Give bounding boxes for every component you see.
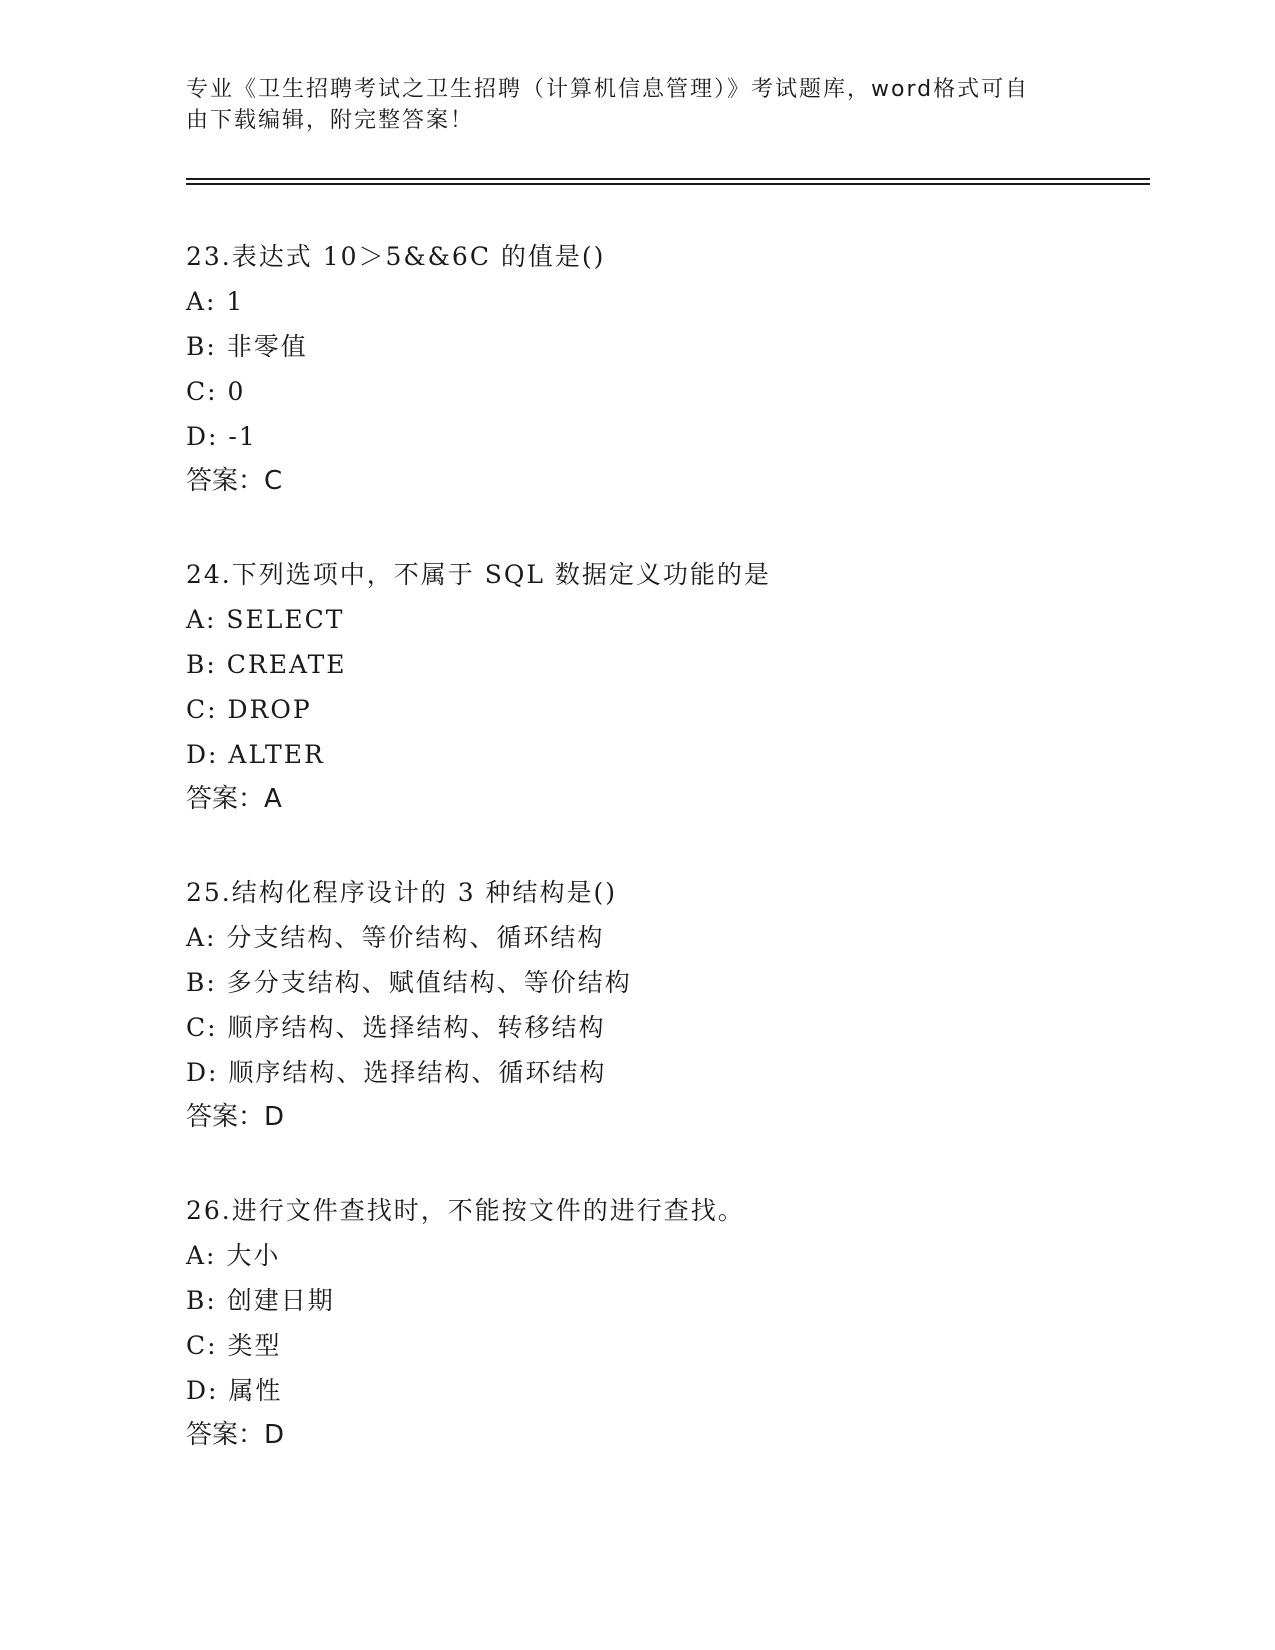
option-c: C: DROP (186, 695, 312, 724)
answer-line: 答案：C (186, 466, 283, 496)
option-d: D: 属性 (186, 1376, 283, 1405)
header-divider-bottom (186, 183, 1150, 185)
question-title: 26.进行文件查找时，不能按文件的进行查找。 (186, 1196, 745, 1225)
option-c: C: 顺序结构、选择结构、转移结构 (186, 1013, 606, 1042)
document-header (186, 74, 1066, 136)
question-26 (186, 1188, 1086, 1458)
question-24 (186, 552, 1086, 822)
option-d: D: 顺序结构、选择结构、循环结构 (186, 1058, 607, 1087)
option-b: B: CREATE (186, 650, 347, 679)
question-title: 24.下列选项中，不属于 SQL 数据定义功能的是 (186, 560, 771, 589)
option-c: C: 0 (186, 377, 246, 406)
option-b: B: 多分支结构、赋值结构、等价结构 (186, 968, 632, 997)
option-a: A: 1 (186, 287, 245, 316)
option-a: A: 分支结构、等价结构、循环结构 (186, 923, 605, 952)
header-line-1: 专业《卫生招聘考试之卫生招聘（计算机信息管理）》考试题库，word格式可自 (186, 77, 1030, 102)
answer-line: 答案：A (186, 784, 282, 814)
question-23 (186, 234, 1086, 504)
option-d: D: ALTER (186, 740, 325, 769)
option-b: B: 非零值 (186, 332, 308, 361)
answer-line: 答案：D (186, 1420, 285, 1450)
question-title: 23.表达式 10＞5&&6C 的值是() (186, 242, 606, 271)
answer-line: 答案：D (186, 1102, 285, 1132)
option-b: B: 创建日期 (186, 1286, 335, 1315)
question-25 (186, 870, 1086, 1140)
option-a: A: SELECT (186, 605, 345, 634)
option-a: A: 大小 (186, 1241, 281, 1270)
question-title: 25.结构化程序设计的 3 种结构是() (186, 878, 618, 907)
header-divider-top (186, 178, 1150, 180)
option-d: D: -1 (186, 422, 257, 451)
header-line-2: 由下载编辑，附完整答案！ (186, 108, 475, 133)
option-c: C: 类型 (186, 1331, 282, 1360)
